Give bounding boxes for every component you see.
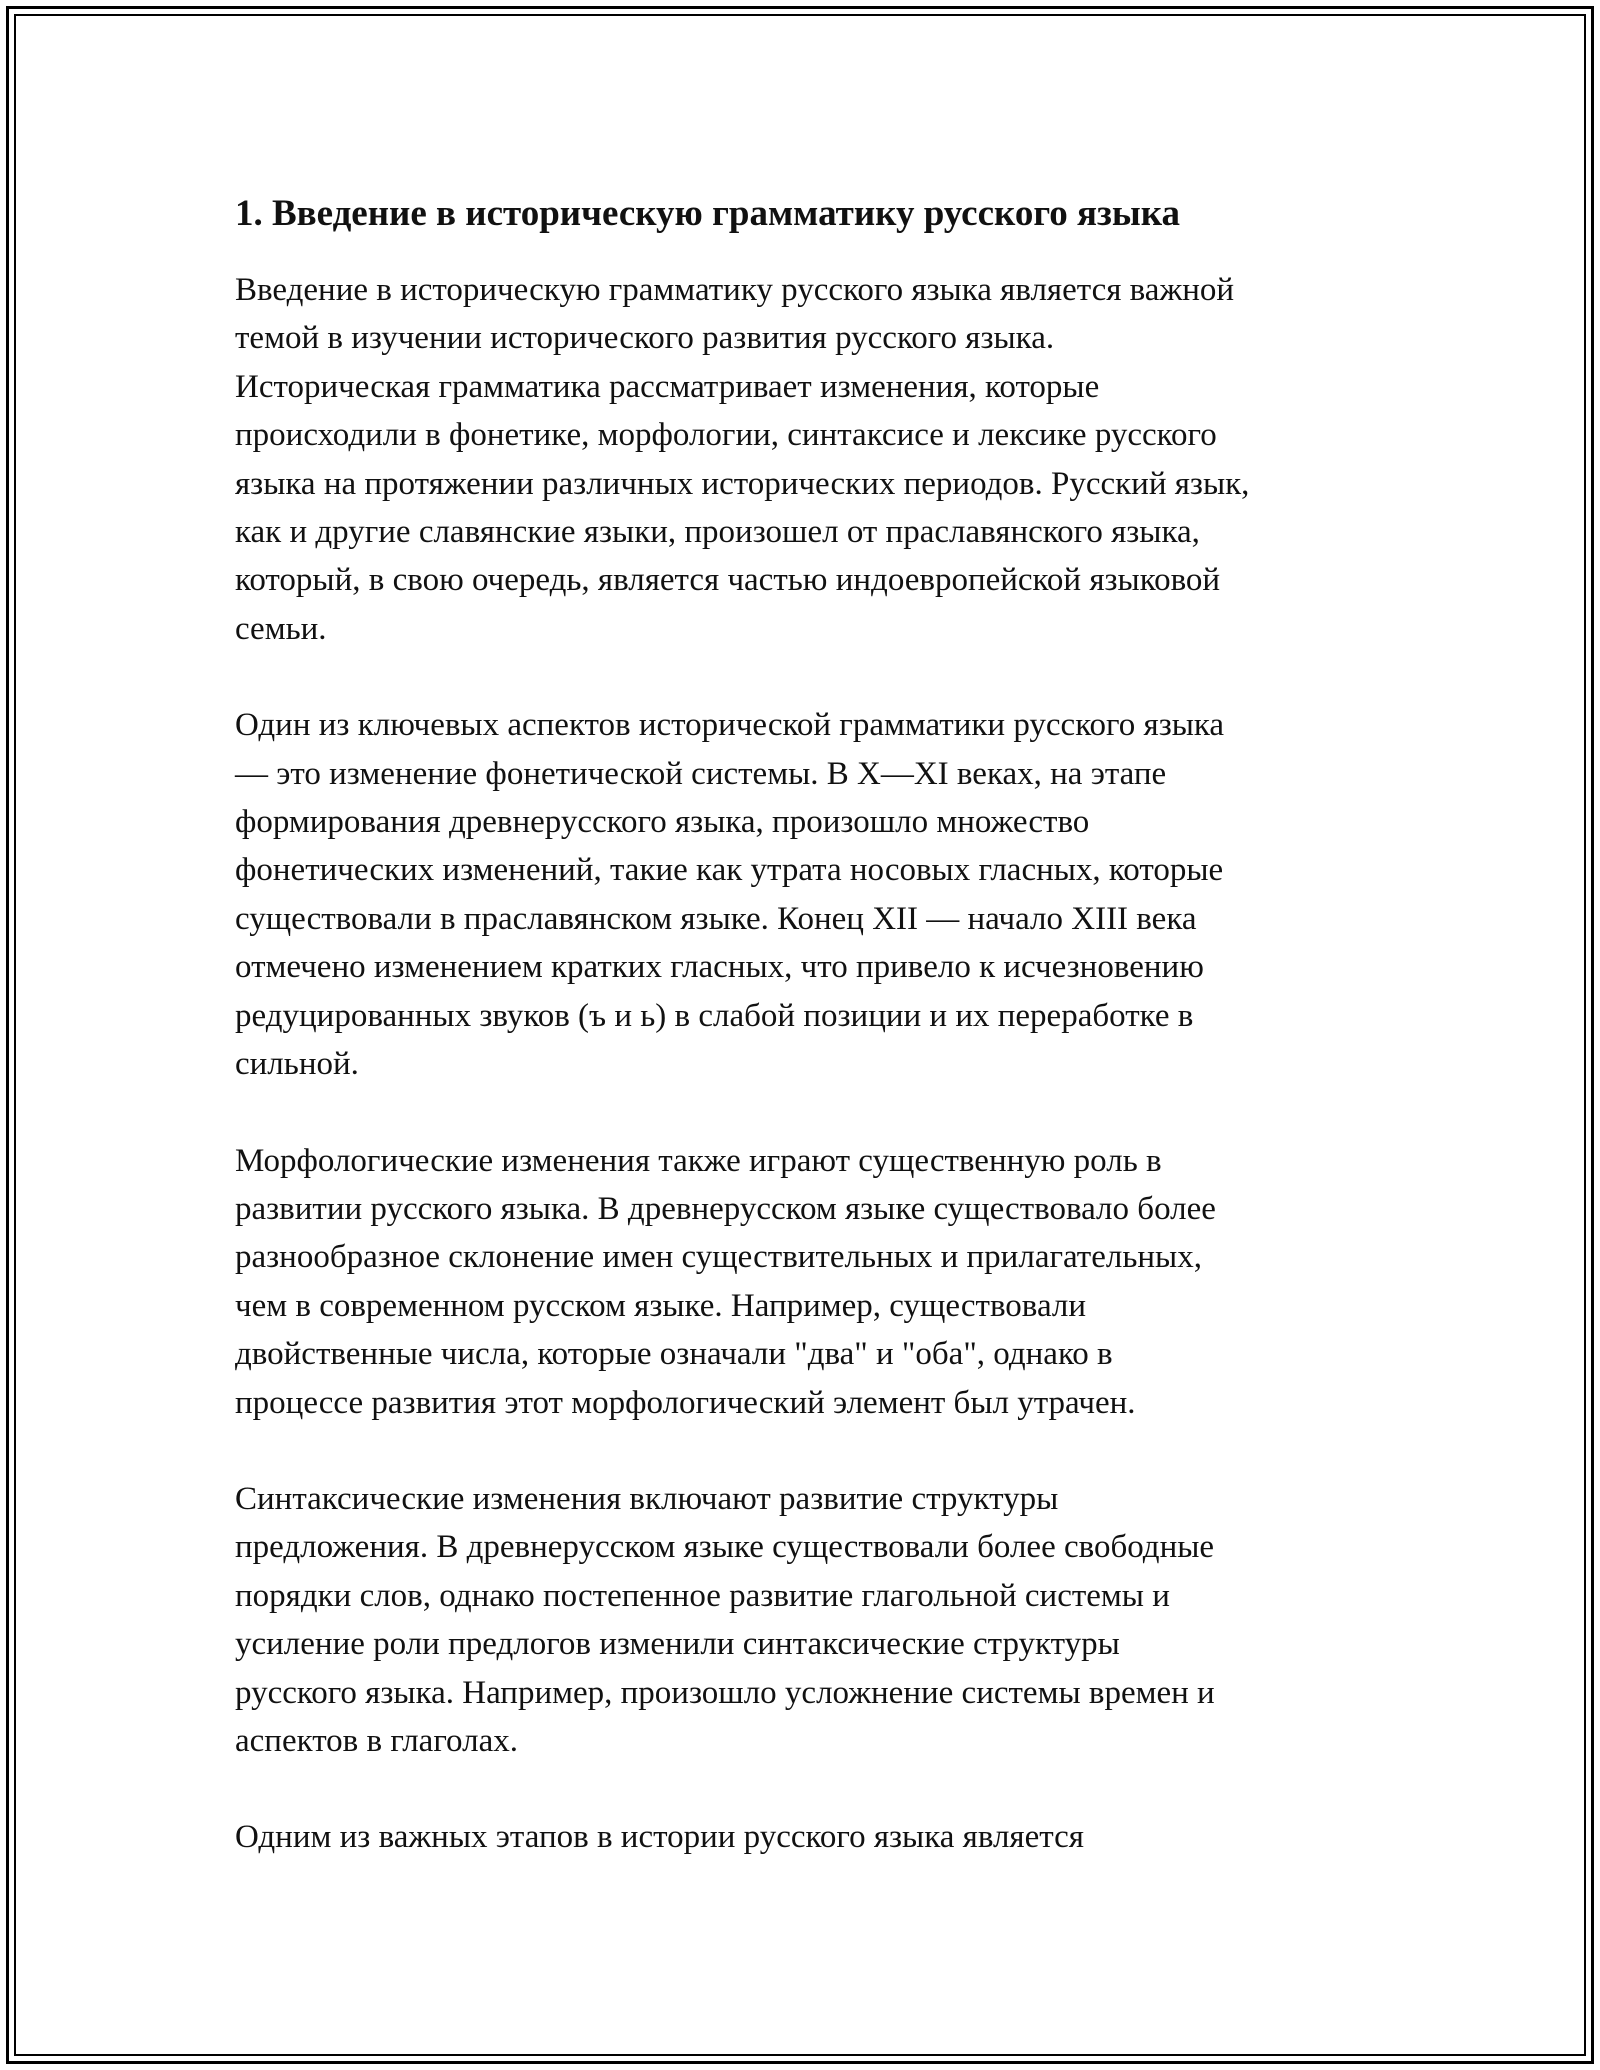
text-line: отмечено изменением кратких гласных, что привело к исчезновению [235, 949, 1204, 986]
text-line: происходили в фонетике, морфологии, синтаксисе и лексике русского [235, 417, 1217, 454]
text-line: порядки слов, однако постепенное развитие глагольной системы и [235, 1577, 1170, 1614]
text-line: Синтаксические изменения включают развитие структуры [235, 1480, 1059, 1517]
text-line: темой в изучении исторического развития русского языка. [235, 320, 1055, 357]
text-line: редуцированных звуков (ъ и ь) в слабой позиции и их переработке в [235, 997, 1194, 1034]
text-line: Одним из важных этапов в истории русского языка является [235, 1819, 1084, 1856]
text-line: предложения. В древнерусском языке существовали более свободные [235, 1529, 1215, 1566]
paragraph [235, 701, 1385, 1088]
text-line: существовали в праславянском языке. Конец XII — начало XIII века [235, 900, 1197, 937]
text-line: — это изменение фонетической системы. В X—XI веках, на этапе [235, 755, 1167, 792]
text-line: Историческая грамматика рассматривает изменения, которые [235, 368, 1100, 405]
text-line: русского языка. Например, произошло усложнение системы времен и [235, 1674, 1215, 1711]
text-line: фонетических изменений, такие как утрата носовых гласных, которые [235, 852, 1224, 889]
paragraph [235, 266, 1385, 653]
text-line: развитии русского языка. В древнерусском языке существовало более [235, 1190, 1216, 1227]
text-line: разнообразное склонение имен существительных и прилагательных, [235, 1239, 1202, 1276]
text-line: аспектов в глаголах. [235, 1722, 518, 1759]
text-line: который, в свою очередь, является частью индоевропейской языковой [235, 562, 1221, 599]
paragraph-list [235, 266, 1385, 1862]
section-heading: 1. Введение в историческую грамматику русского языка [235, 193, 1180, 234]
document-body [235, 188, 1385, 1910]
text-line: сильной. [235, 1046, 359, 1083]
text-line: языка на протяжении различных исторических периодов. Русский язык, [235, 465, 1250, 502]
text-line: формирования древнерусского языка, произошло множество [235, 804, 1090, 841]
text-line: чем в современном русском языке. Например, существовали [235, 1287, 1087, 1324]
text-line: двойственные числа, которые означали "два" и "оба", однако в [235, 1336, 1113, 1373]
paragraph [235, 1475, 1385, 1765]
paragraph [235, 1813, 1385, 1861]
paragraph [235, 1137, 1385, 1427]
text-line: Введение в историческую грамматику русского языка является важной [235, 272, 1235, 308]
text-line: Один из ключевых аспектов исторической грамматики русского языка [235, 707, 1225, 744]
text-line: процессе развития этот морфологический элемент был утрачен. [235, 1384, 1136, 1421]
text-line: Морфологические изменения также играют существенную роль в [235, 1142, 1162, 1179]
text-line: семьи. [235, 610, 327, 647]
text-line: усиление роли предлогов изменили синтаксические структуры [235, 1626, 1120, 1663]
text-line: как и другие славянские языки, произошел от праславянского языка, [235, 514, 1200, 551]
